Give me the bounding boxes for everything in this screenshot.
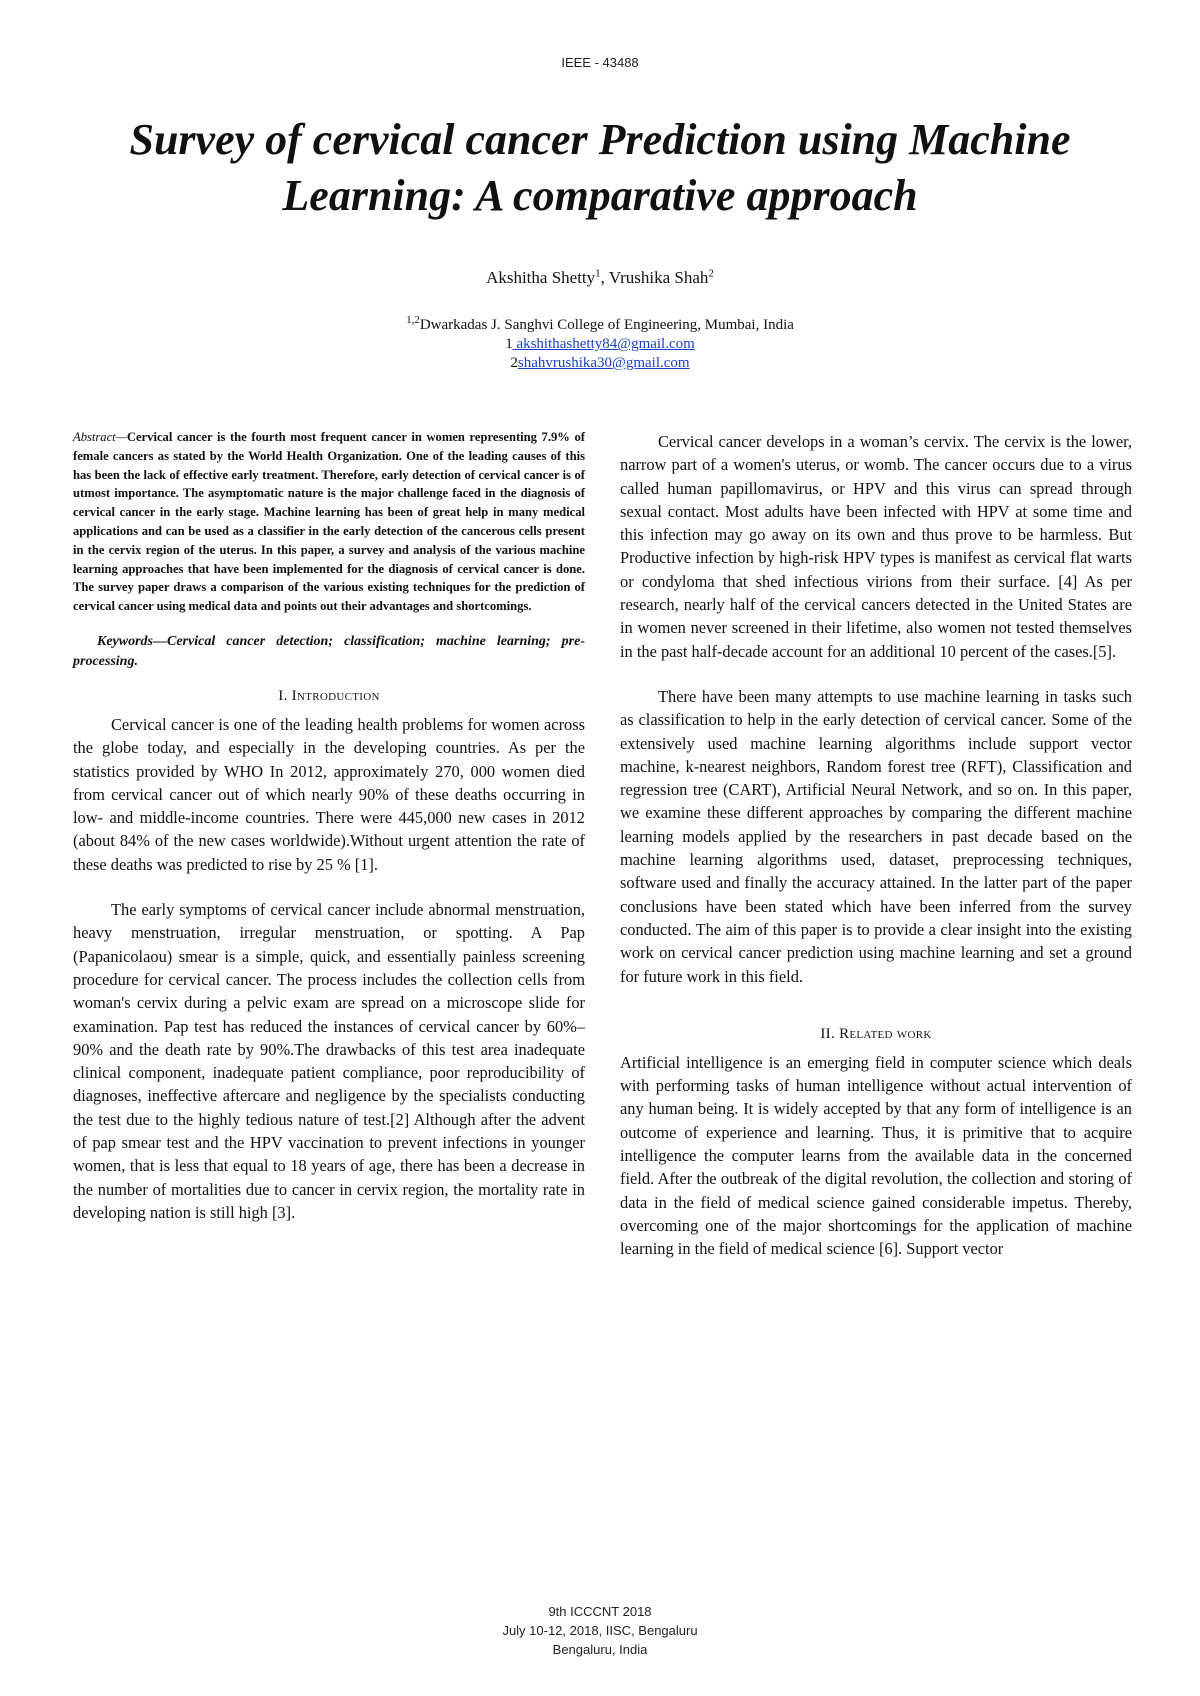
affiliation-block <box>0 316 1200 373</box>
footer-line: July 10-12, 2018, IISC, Bengaluru <box>502 1623 698 1638</box>
email-line <box>0 354 1200 373</box>
left-column <box>73 428 585 1224</box>
abstract-text: Cervical cancer is the fourth most frequent cancer in women representing 7.9% of female cancers as stated by the World Health Organization. One of the leading causes of this has been the lack of effective early treatment. Therefore, early detection of cervical cancer is of utmost importance. The asymptomatic nature is the major challenge faced in the diagnosis of cervical cancer in the early stage. Machine learning has been of great help in many medical applications and can be used as a classifier in the early detection of the cancerous cells present in the cervix region of the uterus. In this paper, a survey and analysis of the various machine learning approaches that have been implemented for the diagnosis of cervical cancer is done. The survey paper draws a comparison of the various existing techniques for the prediction of cervical cancer using medical data and points out their advantages and shortcomings. <box>73 430 585 614</box>
author-superscript: 2 <box>708 267 714 280</box>
paragraph: There have been many attempts to use machine learning in tasks such as classification to help in the early detection of cervical cancer. Some of the extensively used machine learning algorithms include support vector machine, k-nearest neighbors, Random forest tree (RFT), Classification and regression tree (CART), Artificial Neural Network, and so on. In this paper, we examine these different approaches by comparing the different machine learning models applied by the researchers in past decade based on the machine learning algorithms used, dataset, preprocessing techniques, software used and finally the accuracy attained. In the latter part of the paper conclusions have been stated which have been inferred from the survey conducted. The aim of this paper is to provide a clear insight into the existing work on cervical cancer prediction using machine learning and set a ground for future work in this field. <box>620 686 1132 986</box>
conference-code: IEEE - 43488 <box>561 55 639 70</box>
section-heading-introduction: I. Introduction <box>278 687 380 704</box>
paper-title: Survey of cervical cancer Prediction using Machine Learning: A comparative approach <box>129 115 1071 220</box>
abstract-label: Abstract— <box>73 430 127 444</box>
author-line <box>0 268 1200 288</box>
keywords: Keywords—Cervical cancer detection; classification; machine learning; pre-processing. <box>73 633 585 669</box>
paragraph: The early symptoms of cervical cancer include abnormal menstruation, heavy menstruation, irregular menstruation, or spotting. A Pap (Papanicolaou) smear is a simple, quick, and essentially painless screening procedure for cervical cancer. The process includes the collection cells from woman's cervix during a pelvic exam are spread on a microscope slide for examination. Pap test has reduced the instances of cervical cancer by 60%–90% and the death rate by 90%.The drawbacks of this test area inadequate clinical component, inadequate patient compliance, poor reproducibility of diagnoses, ineffective aftercare and negligence by the specialists conducting the test due to the highly tedious nature of test.[2] Although after the advent of pap smear test and the HPV vaccination to prevent infections in younger women, that is less that equal to 18 years of age, there has been a decrease in the number of mortalities due to cancer in cervix region, the mortality rate in developing nation is still high [3]. <box>73 900 585 1222</box>
email-line <box>0 335 1200 354</box>
section-heading-related-work: II. Related work <box>820 1025 932 1042</box>
email-prefix: 1 <box>505 336 513 352</box>
affiliation-superscript: 1,2 <box>406 314 420 326</box>
footer-line: Bengaluru, India <box>552 1642 648 1657</box>
institution-name: Dwarkadas J. Sanghvi College of Engineering, Mumbai, India <box>419 317 794 333</box>
author-name: Vrushika Shah <box>608 268 709 287</box>
email-link[interactable]: akshithashetty84@gmail.com <box>512 336 695 352</box>
email-link[interactable]: shahvrushika30@gmail.com <box>517 355 690 371</box>
conference-footer <box>0 1602 1200 1659</box>
paragraph: Artificial intelligence is an emerging field in computer science which deals with performing tasks of human intelligence without actual intervention of any human being. It is widely accepted by that any form of intelligence is an outcome of experience and learning. Thus, it is primitive that to acquire intelligence the computer learns from the available data in the concerned field. After the outbreak of the digital revolution, the collection and storing of data in the field of medical science gained considerable impetus. Thereby, overcoming one of the major shortcomings for the application of machine learning in the field of medical science [6]. Support vector <box>620 1052 1132 1259</box>
abstract <box>73 428 585 616</box>
paragraph: Cervical cancer develops in a woman’s cervix. The cervix is the lower, narrow part of a women's uterus, or womb. The cancer occurs due to a virus called human papillomavirus, or HPV and this virus can spread through sexual contact. Most adults have been infected with HPV at some time and this infection may go away on its own and thus prove to be harmless. But Productive infection by high-risk HPV types is manifest as cervical flat warts or condyloma that shed infectious virions from their surface. [4] As per research, nearly half of the cervical cancers detected in the United States are in women never screened in their lifetime, also women not tested themselves in the past half-decade account for an additional 10 percent of the cases.[5]. <box>620 432 1132 661</box>
footer-line: 9th ICCCNT 2018 <box>548 1604 652 1619</box>
author-name: Akshitha Shetty <box>486 268 596 287</box>
right-column <box>620 430 1132 1261</box>
author-separator: , <box>600 268 609 287</box>
paragraph: Cervical cancer is one of the leading health problems for women across the globe today, and especially in the developing countries. As per the statistics provided by WHO In 2012, approximately 270, 000 women died from cervical cancer out of which nearly 90% of these deaths occurring in low- and middle-income countries. There were 445,000 new cases in 2012 (about 84% of the new cases worldwide).Without urgent attention the rate of these deaths was predicted to rise by 25 % [1]. <box>73 714 585 874</box>
author-superscript: 1 <box>595 267 601 280</box>
email-prefix: 2 <box>510 355 518 371</box>
institution-line <box>0 316 1200 335</box>
